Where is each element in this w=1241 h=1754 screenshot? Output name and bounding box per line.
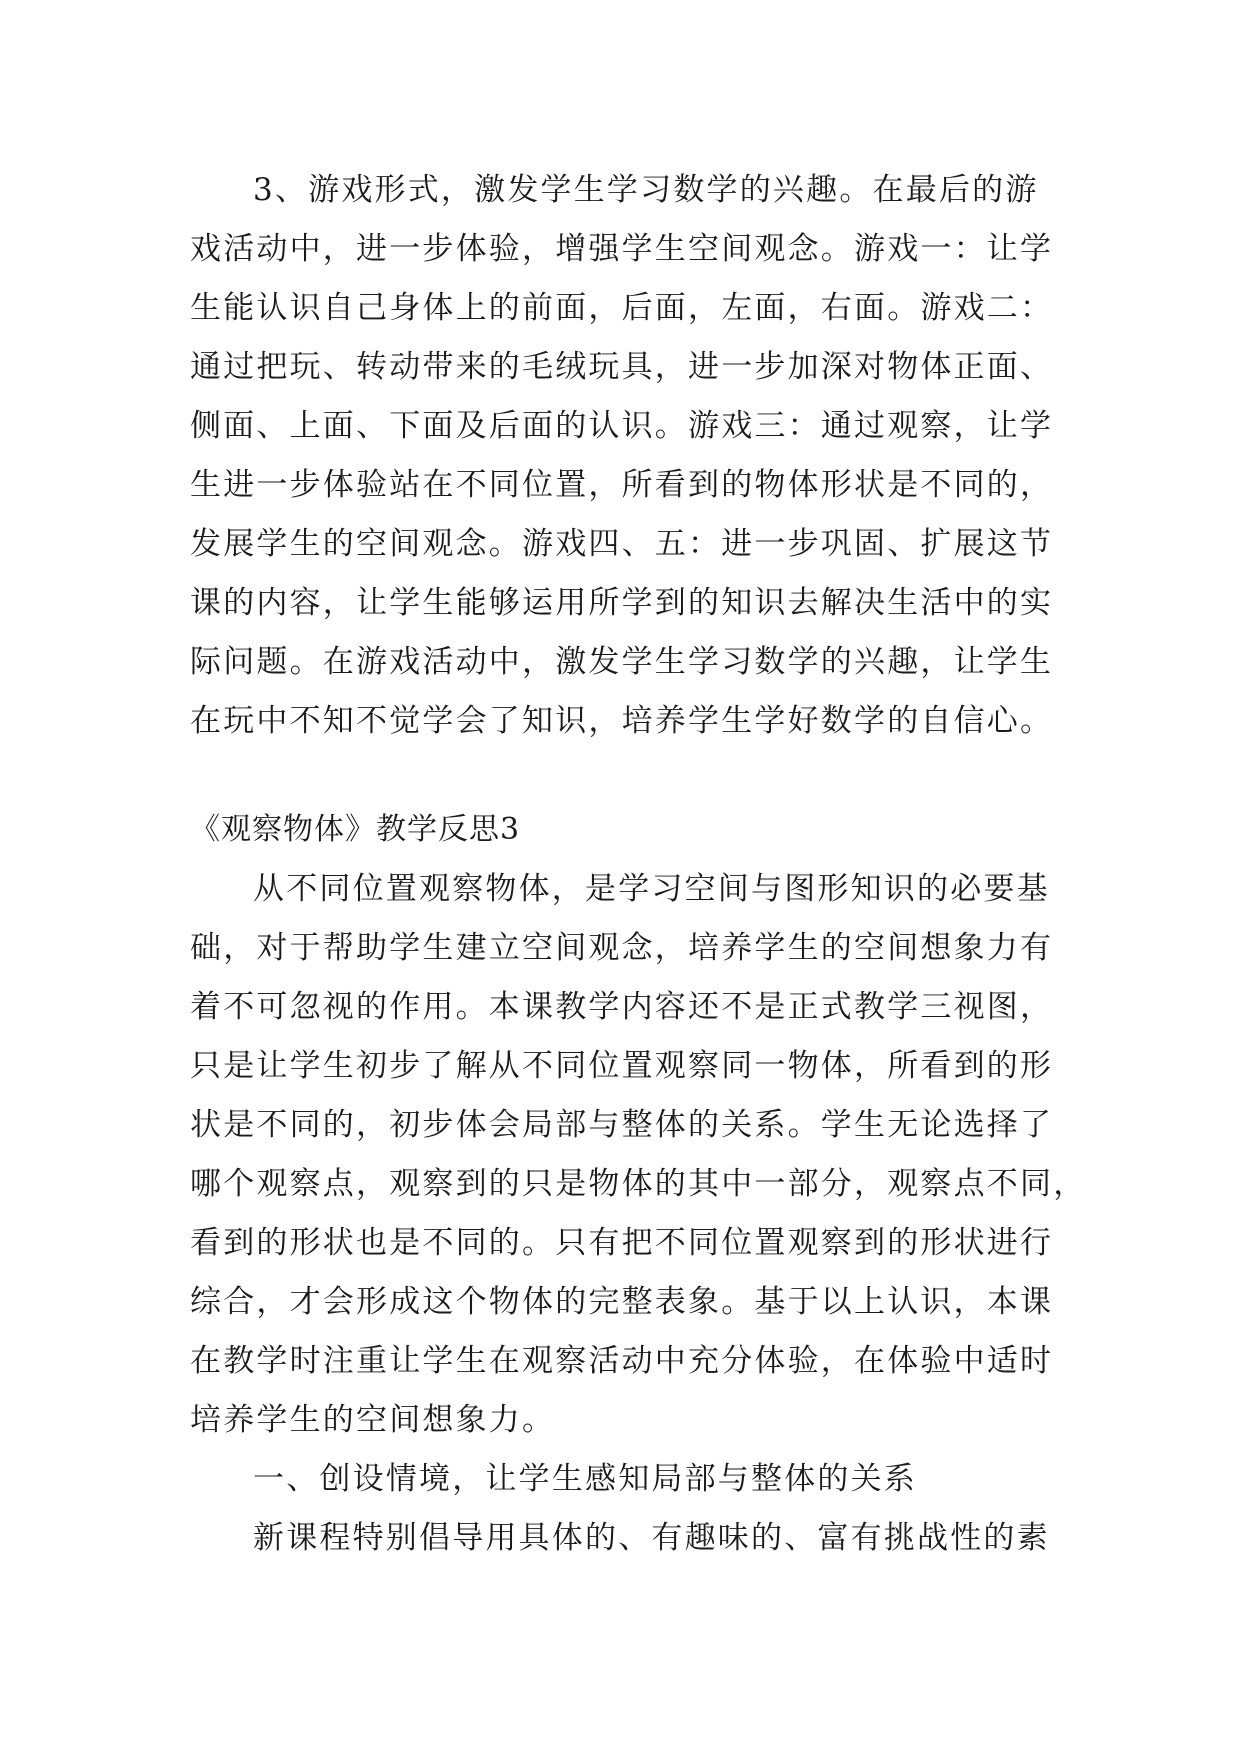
paragraph-1-line-4: 通过把玩、转动带来的毛绒玩具，进一步加深对物体正面、: [190, 349, 1054, 385]
paragraph-2-line-5: 状是不同的，初步体会局部与整体的关系。学生无论选择了: [190, 1107, 1054, 1143]
paragraph-2-line-2: 础，对于帮助学生建立空间观念，培养学生的空间想象力有: [190, 930, 1054, 966]
paragraph-2-line-1: 从不同位置观察物体，是学习空间与图形知识的必要基: [253, 871, 1050, 907]
paragraph-2-line-6: 哪个观察点，观察到的只是物体的其中一部分，观察点不同，: [190, 1166, 1087, 1202]
paragraph-2-line-4: 只是让学生初步了解从不同位置观察同一物体，所看到的形: [190, 1048, 1054, 1084]
paragraph-1-line-10: 在玩中不知不觉学会了知识，培养学生学好数学的自信心。: [190, 703, 1054, 739]
paragraph-2-line-10: 培养学生的空间想象力。: [190, 1402, 556, 1438]
subheading-1: 一、创设情境，让学生感知局部与整体的关系: [253, 1461, 917, 1497]
paragraph-1-line-5: 侧面、上面、下面及后面的认识。游戏三：通过观察，让学: [190, 408, 1054, 444]
paragraph-1-line-3: 生能认识自己身体上的前面，后面，左面，右面。游戏二：: [190, 290, 1054, 326]
paragraph-1-line-6: 生进一步体验站在不同位置，所看到的物体形状是不同的，: [190, 467, 1054, 503]
paragraph-1-line-1: 3、游戏形式，激发学生学习数学的兴趣。在最后的游: [253, 172, 1039, 208]
paragraph-1-line-7: 发展学生的空间观念。游戏四、五：进一步巩固、扩展这节: [190, 526, 1054, 562]
paragraph-2-line-3: 着不可忽视的作用。本课教学内容还不是正式教学三视图，: [190, 989, 1054, 1025]
paragraph-3-line-1: 新课程特别倡导用具体的、有趣味的、富有挑战性的素: [253, 1520, 1050, 1556]
paragraph-1-line-8: 课的内容，让学生能够运用所学到的知识去解决生活中的实: [190, 585, 1054, 621]
paragraph-2-line-7: 看到的形状也是不同的。只有把不同位置观察到的形状进行: [190, 1225, 1054, 1261]
paragraph-2-line-9: 在教学时注重让学生在观察活动中充分体验，在体验中适时: [190, 1343, 1054, 1379]
section-title: 《观察物体》教学反思3: [190, 812, 521, 847]
paragraph-1-line-9: 际问题。在游戏活动中，激发学生学习数学的兴趣，让学生: [190, 644, 1054, 680]
paragraph-1-line-2: 戏活动中，进一步体验，增强学生空间观念。游戏一：让学: [190, 231, 1054, 267]
paragraph-2-line-8: 综合，才会形成这个物体的完整表象。基于以上认识，本课: [190, 1284, 1054, 1320]
